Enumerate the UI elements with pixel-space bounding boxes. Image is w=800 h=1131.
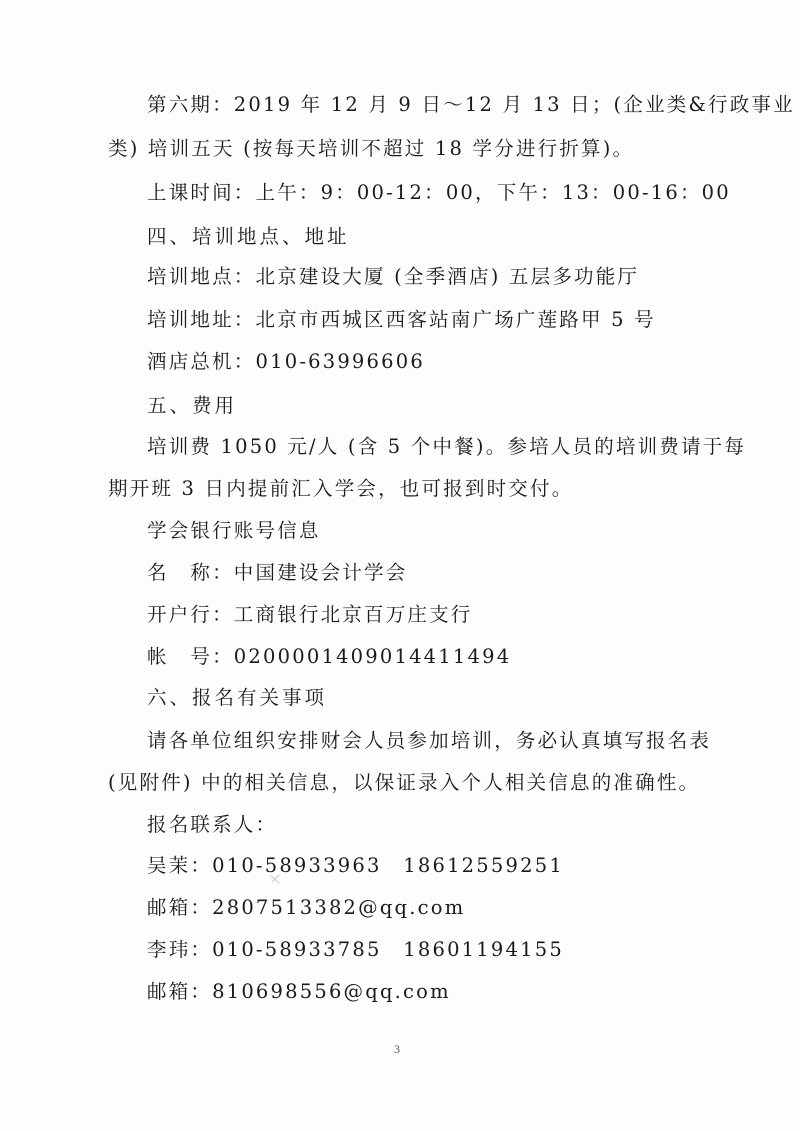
account-number-line: 帐 号：0200001409014411494: [147, 645, 512, 668]
account-name-line: 名 称：中国建设会计学会: [147, 561, 408, 584]
bank-branch-line: 开户行：工商银行北京百万庄支行: [147, 603, 473, 626]
payment-deadline-line: 期开班 3 日内提前汇入学会，也可报到时交付。: [108, 477, 574, 500]
scan-speck-mark: [268, 872, 282, 886]
bank-info-heading: 学会银行账号信息: [147, 519, 321, 542]
contact-wu-phone-line: 吴茉：010-58933963 18612559251: [147, 854, 564, 877]
hotel-phone-line: 酒店总机：010-63996606: [147, 350, 425, 373]
contact-li-phone-line: 李玮：010-58933785 18601194155: [147, 938, 564, 961]
section-four-heading: 四、培训地点、地址: [147, 225, 350, 248]
contact-persons-heading: 报名联系人：: [147, 813, 278, 836]
training-address-line: 培训地址：北京市西城区西客站南广场广莲路甲 5 号: [147, 308, 656, 331]
contact-wu-email-line: 邮箱：2807513382@qq.com: [147, 896, 466, 919]
session-six-dates-line: 第六期：2019 年 12 月 9 日～12 月 13 日；(企业类&行政事业: [147, 93, 795, 116]
training-venue-line: 培训地点：北京建设大厦 (全季酒店) 五层多功能厅: [147, 265, 640, 288]
registration-instruction-continued-line: (见附件) 中的相关信息，以保证录入个人相关信息的准确性。: [108, 771, 701, 794]
page-number: 3: [394, 1042, 400, 1056]
registration-instruction-line: 请各单位组织安排财会人员参加培训，务必认真填写报名表: [147, 729, 712, 752]
section-six-heading: 六、报名有关事项: [147, 686, 328, 709]
session-six-duration-line: 类) 培训五天 (按每天培训不超过 18 学分进行折算)。: [108, 137, 635, 160]
section-five-heading: 五、费用: [147, 394, 238, 417]
class-time-line: 上课时间：上午：9：00-12：00，下午：13：00-16：00: [147, 181, 731, 204]
training-fee-line: 培训费 1050 元/人 (含 5 个中餐)。参培人员的培训费请于每: [147, 435, 747, 458]
contact-li-email-line: 邮箱：810698556@qq.com: [147, 980, 451, 1003]
